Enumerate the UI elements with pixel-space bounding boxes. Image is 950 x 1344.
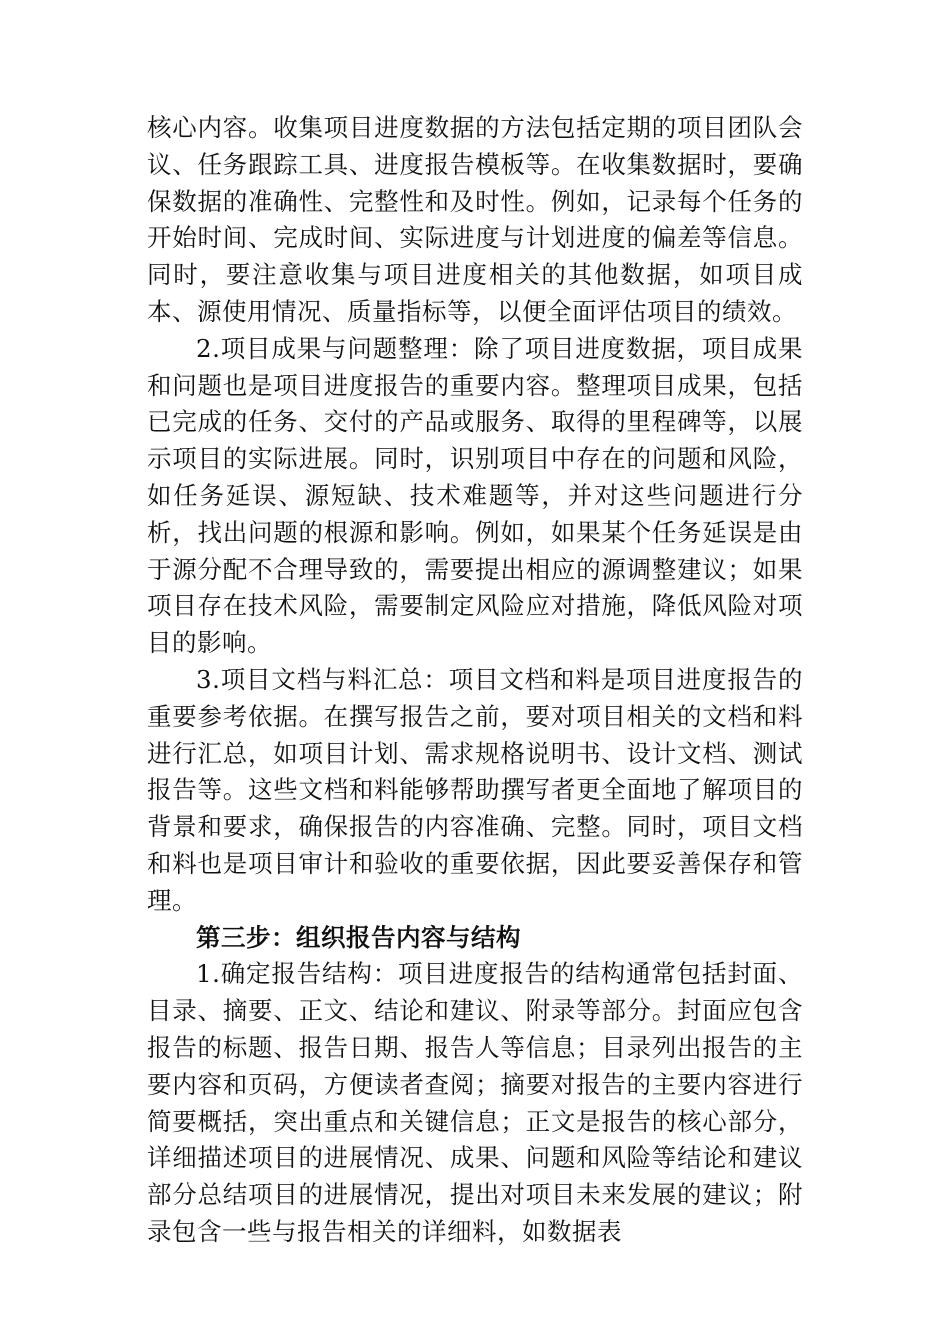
paragraph-results-and-issues: 2.项目成果与问题整理：除了项目进度数据，项目成果和问题也是项目进度报告的重要内容。整理项目成果，包括已完成的任务、交付的产品或服务、取得的里程碑等，以展示项目的实际进展。同时，识别项目中存在的问题和风险，如任务延误、源短缺、技术难题等，并对这些问题进行分析，找出问题的根源和影响。例如，如果某个任务延误是由于源分配不合理导致的，需要提出相应的源调整建议；如果项目存在技术风险，需要制定风险应对措施，降低风险对项目的影响。 [147,333,803,658]
document-page [147,110,803,1251]
section-heading: 第三步：组织报告内容与结构 [196,922,521,952]
paragraph-data-collection: 核心内容。收集项目进度数据的方法包括定期的项目团队会议、任务跟踪工具、进度报告模板等。在收集数据时，要确保数据的准确性、完整性和及时性。例如，记录每个任务的开始时间、完成时间、实际进度与计划进度的偏差等信息。同时，要注意收集与项目进度相关的其他数据，如项目成本、源使用情况、质量指标等，以便全面评估项目的绩效。 [147,113,803,326]
paragraph-documents-summary: 3.项目文档与料汇总：项目文档和料是项目进度报告的重要参考依据。在撰写报告之前，要对项目相关的文档和料进行汇总，如项目计划、需求规格说明书、设计文档、测试报告等。这些文档和料能够帮助撰写者更全面地了解项目的背景和要求，确保报告的内容准确、完整。同时，项目文档和料也是项目审计和验收的重要依据，因此要妥善保存和管理。 [147,664,803,915]
paragraph-report-structure: 1.确定报告结构：项目进度报告的结构通常包括封面、目录、摘要、正文、结论和建议、附录等部分。封面应包含报告的标题、报告日期、报告人等信息；目录列出报告的主要内容和页码，方便读者查阅；摘要对报告的主要内容进行简要概括，突出重点和关键信息；正文是报告的核心部分，详细描述项目的进展情况、成果、问题和风险等结论和建议部分总结项目的进展情况，提出对项目未来发展的建议；附录包含一些与报告相关的详细料，如数据表 [147,959,803,1246]
